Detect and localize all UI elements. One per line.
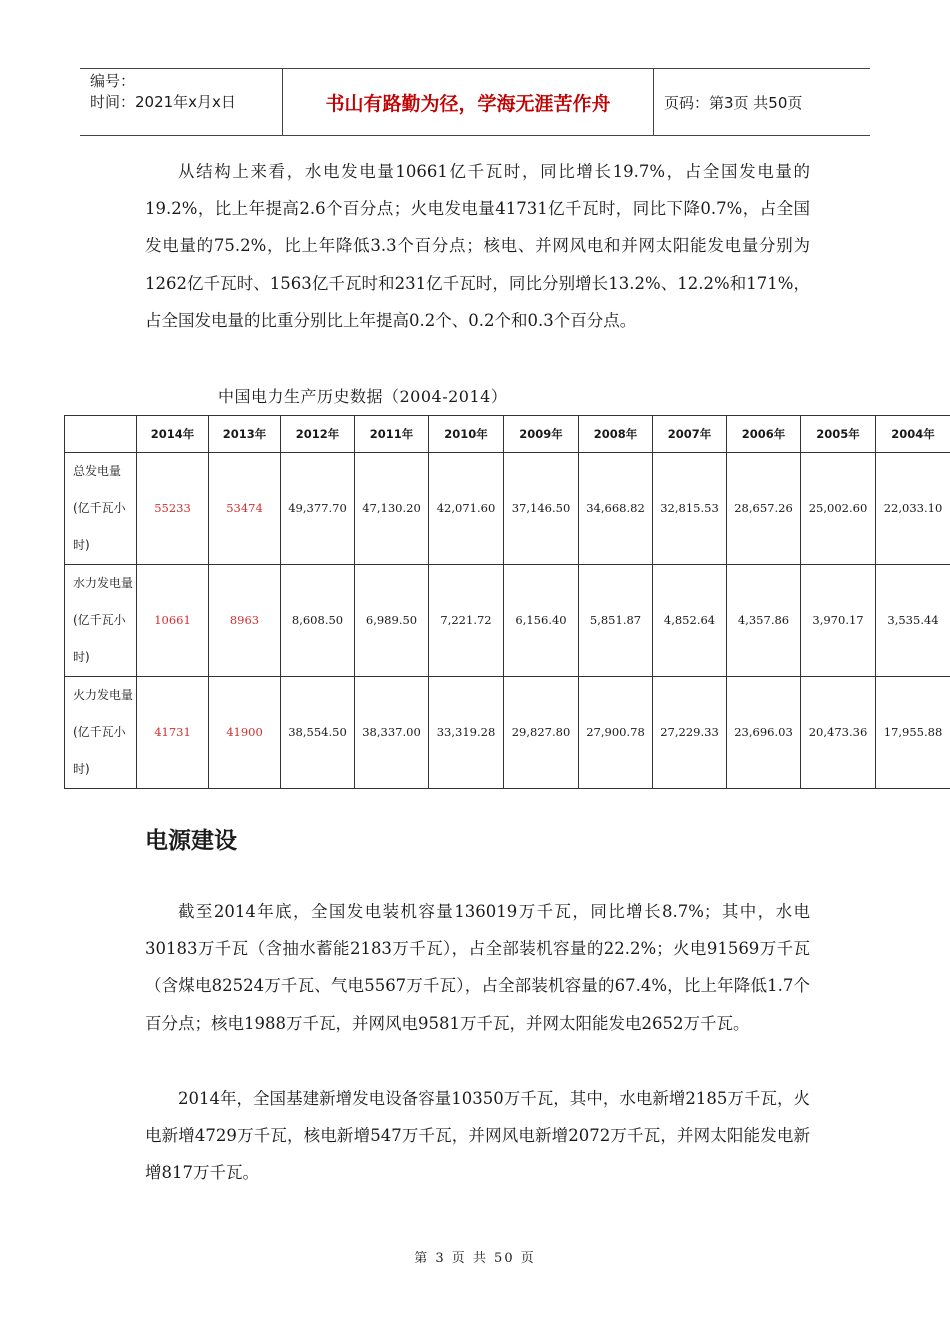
table-cell: 38,337.00 xyxy=(355,677,429,789)
table-cell: 6,989.50 xyxy=(355,565,429,677)
table-caption: 中国电力生产历史数据（2004-2014） xyxy=(218,387,508,406)
table-cell: 42,071.60 xyxy=(429,453,504,565)
paragraph-new-capacity: 2014年，全国基建新增发电设备容量10350万千瓦，其中，水电新增2185万千瓦，火电新增4729万千瓦，核电新增547万千瓦，并网风电新增2072万千瓦，并网太阳能发电新增817万千瓦。 xyxy=(145,1089,810,1183)
paragraph-structure: 从结构上来看，水电发电量10661亿千瓦时，同比增长19.7%，占全国发电量的19.2%，比上年提高2.6个百分点；火电发电量41731亿千瓦时，同比下降0.7%，占全国发电量的75.2%，比上年降低3.3个百分点；核电、并网风电和并网太阳能发电量分别为1262亿千瓦时、1563亿千瓦时和231亿千瓦时，同比分别增长13.2%、12.2%和171%，占全国发电量的比重分别比上年提高0.2个、0.2个和0.3个百分点。 xyxy=(145,162,810,330)
year-header: 2007年 xyxy=(653,416,727,453)
table-header-row xyxy=(65,416,950,453)
header-motto: 书山有路勤为径，学海无涯苦作舟 xyxy=(282,69,654,135)
table-cell: 34,668.82 xyxy=(579,453,653,565)
table-cell: 3,535.44 xyxy=(876,565,950,677)
document-number-label: 编号： xyxy=(90,72,136,90)
year-header: 2013年 xyxy=(209,416,281,453)
table-cell: 38,554.50 xyxy=(281,677,355,789)
section-title-power-construction: 电源建设 xyxy=(145,828,237,854)
table-cell: 17,955.88 xyxy=(876,677,950,789)
year-header: 2010年 xyxy=(429,416,504,453)
document-time-label: 时间：2021年x月x日 xyxy=(90,93,236,111)
table-cell: 4,852.64 xyxy=(653,565,727,677)
paragraph-capacity: 截至2014年底，全国发电装机容量136019万千瓦，同比增长8.7%；其中，水电30183万千瓦（含抽水蓄能2183万千瓦），占全部装机容量的22.2%；火电91569万千瓦（含煤电82524万千瓦、气电5567万千瓦），占全部装机容量的67.4%，比上年降低1.7个百分点；核电1988万千瓦，并网风电9581万千瓦，并网太阳能发电2652万千瓦。 xyxy=(145,902,810,1033)
table-cell: 27,900.78 xyxy=(579,677,653,789)
year-header: 2008年 xyxy=(579,416,653,453)
table-cell: 55233 xyxy=(137,453,209,565)
table-cell: 37,146.50 xyxy=(504,453,579,565)
year-header: 2006年 xyxy=(727,416,801,453)
table-cell: 49,377.70 xyxy=(281,453,355,565)
table-cell: 20,473.36 xyxy=(801,677,876,789)
table-cell: 28,657.26 xyxy=(727,453,801,565)
table-cell: 5,851.87 xyxy=(579,565,653,677)
table-cell: 41900 xyxy=(209,677,281,789)
year-header: 2004年 xyxy=(876,416,950,453)
table-cell: 4,357.86 xyxy=(727,565,801,677)
table-cell: 6,156.40 xyxy=(504,565,579,677)
power-production-table xyxy=(64,415,950,789)
table-cell: 8,608.50 xyxy=(281,565,355,677)
table-cell: 3,970.17 xyxy=(801,565,876,677)
row-label: 火力发电量(亿千瓦小时) xyxy=(65,677,137,789)
table-cell: 41731 xyxy=(137,677,209,789)
row-label: 总发电量(亿千瓦小时) xyxy=(65,453,137,565)
page-header xyxy=(80,68,870,136)
table-cell: 32,815.53 xyxy=(653,453,727,565)
table-cell: 25,002.60 xyxy=(801,453,876,565)
table-corner-cell xyxy=(65,416,137,453)
table-cell: 22,033.10 xyxy=(876,453,950,565)
table-cell: 33,319.28 xyxy=(429,677,504,789)
table-cell: 7,221.72 xyxy=(429,565,504,677)
table-row-total xyxy=(65,453,950,565)
row-label: 水力发电量(亿千瓦小时) xyxy=(65,565,137,677)
table-cell: 53474 xyxy=(209,453,281,565)
table-cell: 23,696.03 xyxy=(727,677,801,789)
header-page-info: 页码：第3页 共50页 xyxy=(664,93,803,112)
year-header: 2005年 xyxy=(801,416,876,453)
year-header: 2011年 xyxy=(355,416,429,453)
table-row-thermal xyxy=(65,677,950,789)
table-cell: 47,130.20 xyxy=(355,453,429,565)
table-cell: 8963 xyxy=(209,565,281,677)
table-cell: 10661 xyxy=(137,565,209,677)
year-header: 2012年 xyxy=(281,416,355,453)
table-row-hydro xyxy=(65,565,950,677)
year-header: 2009年 xyxy=(504,416,579,453)
table-cell: 29,827.80 xyxy=(504,677,579,789)
page-footer: 第 3 页 共 50 页 xyxy=(414,1251,536,1266)
table-cell: 27,229.33 xyxy=(653,677,727,789)
year-header: 2014年 xyxy=(137,416,209,453)
header-meta xyxy=(80,69,282,135)
